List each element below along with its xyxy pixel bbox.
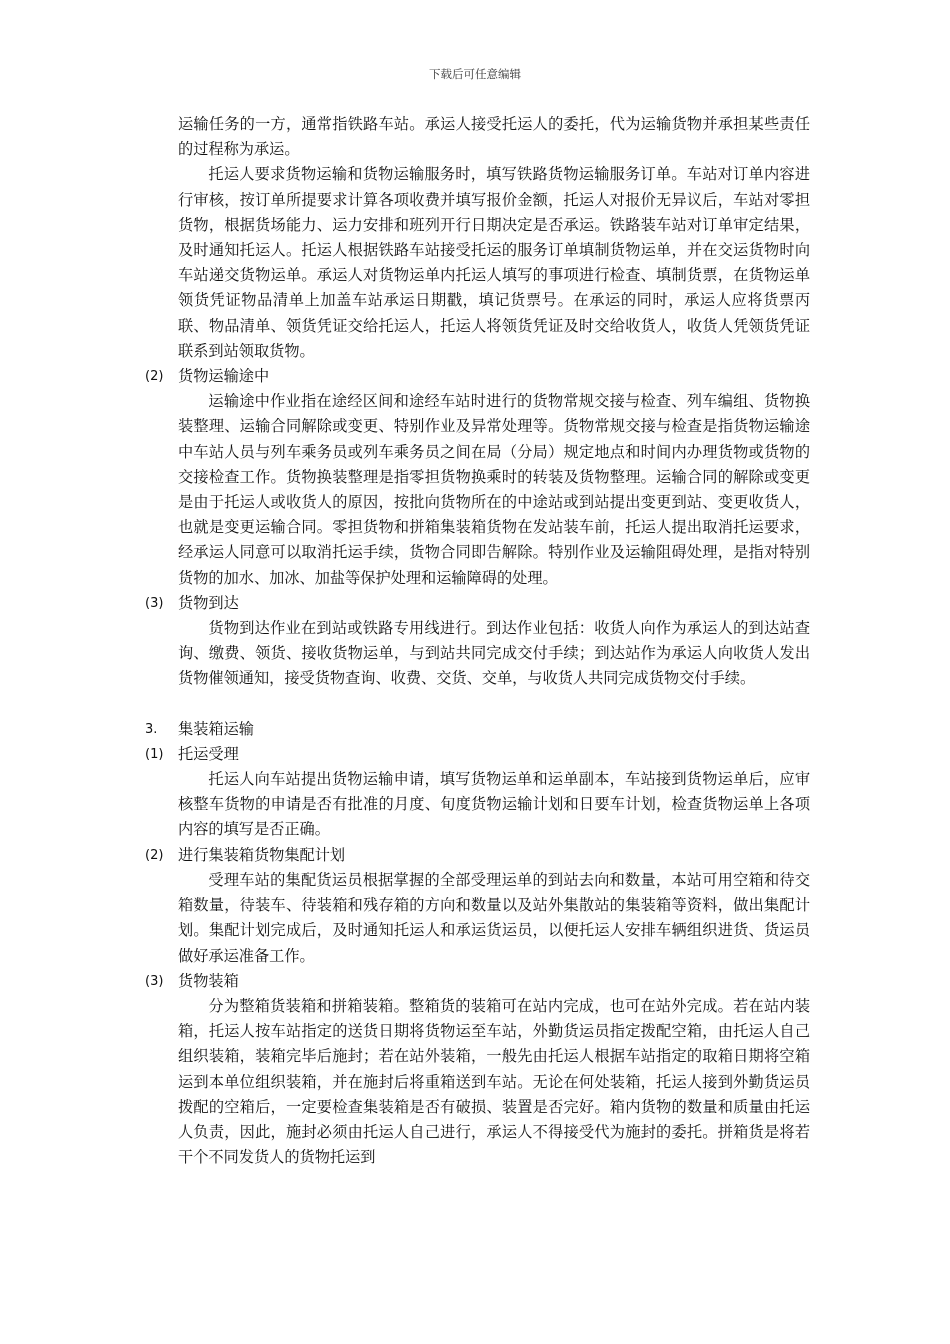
heading-text: 货物到达 [178,593,239,612]
heading-number: (3) [145,973,164,989]
paragraph: 运输途中作业指在途经区间和途经车站时进行的货物常规交接与检查、列车编组、货物换装整理、运输合同解除或变更、特别作业及异常处理等。货物常规交接与检查是指货物运输途中车站人员与列车乘务员或列车乘务员之间在局（分局）规定地点和时间内办理货物或货物的交接检查工作。货物换装整理是指零担货物换乘时的转装及货物整理。运输合同的解除或变更是由于托运人或收货人的原因，按批向货物所在的中途站或到站提出变更到站、变更收货人，也就是变更运输合同。零担货物和拼箱集装箱货物在发站装车前，托运人提出取消托运要求，经承运人同意可以取消托运手续，货物合同即告解除。特别作业及运输阻碍处理，是指对特别货物的加水、加冰、加盐等保护处理和运输障碍的处理。 [178,392,810,587]
section-heading [145,843,810,868]
blank-line [178,692,810,717]
section-heading [145,969,810,994]
paragraph: 分为整箱货装箱和拼箱装箱。整箱货的装箱可在站内完成，也可在站外完成。若在站内装箱，托运人按车站指定的送货日期将货物运至车站，外勤货运员指定拨配空箱，由托运人自己组织装箱，装箱完毕后施封；若在站外装箱，一般先由托运人根据车站指定的取箱日期将空箱运到本单位组织装箱，并在施封后将重箱送到车站。无论在何处装箱，托运人接到外勤货运员拨配的空箱后，一定要检查集装箱是否有破损、装置是否完好。箱内货物的数量和质量由托运人负责，因此，施封必须由托运人自己进行，承运人不得接受代为施封的委托。拼箱货是将若干个不同发货人的货物托运到 [178,996,810,1167]
heading-number: (2) [145,847,164,863]
paragraph: 货物到达作业在到站或铁路专用线进行。到达作业包括：收货人向作为承运人的到达站查询、缴费、领货、接收货物运单，与到站共同完成交付手续；到达站作为承运人向收货人发出货物催领通知，接受货物查询、收费、交货、交单，与收货人共同完成货物交付手续。 [178,619,810,688]
heading-text: 货物装箱 [178,971,239,990]
section-heading [145,742,810,767]
paragraph: 托运人要求货物运输和货物运输服务时，填写铁路货物运输服务订单。车站对订单内容进行审核，按订单所提要求计算各项收费并填写报价金额，托运人对报价无异议后，车站对零担货物，根据货场能力、运力安排和班列开行日期决定是否承运。铁路装车站对订单审定结果，及时通知托运人。托运人根据铁路车站接受托运的服务订单填制货物运单，并在交运货物时向车站递交货物运单。承运人对货物运单内托运人填写的事项进行检查、填制货票，在货物运单领货凭证物品清单上加盖车站承运日期戳，填记货票号。在承运的同时，承运人应将货票丙联、物品清单、领货凭证交给托运人，托运人将领货凭证及时交给收货人，收货人凭领货凭证联系到站领取货物。 [178,165,810,360]
heading-text: 集装箱运输 [178,719,254,738]
page-header: 下载后可任意编辑 [429,67,521,81]
section-heading [145,717,810,742]
paragraph: 运输任务的一方，通常指铁路车站。承运人接受托运人的委托，代为运输货物并承担某些责任的过程称为承运。 [178,115,810,159]
paragraph: 托运人向车站提出货物运输申请，填写货物运单和运单副本，车站接到货物运单后，应审核整车货物的申请是否有批准的月度、旬度货物运输计划和日要车计划，检查货物运单上各项内容的填写是否正确。 [178,770,810,839]
section-heading [145,591,810,616]
document-body [145,112,810,1170]
heading-number: (1) [145,746,164,762]
heading-text: 托运受理 [178,744,239,763]
paragraph: 受理车站的集配货运员根据掌握的全部受理运单的到站去向和数量，本站可用空箱和待交箱数量，待装车、待装箱和残存箱的方向和数量以及站外集散站的集装箱等资料，做出集配计划。集配计划完成后，及时通知托运人和承运货运员，以便托运人安排车辆组织进货、货运员做好承运准备工作。 [178,870,810,965]
section-heading [145,364,810,389]
heading-text: 货物运输途中 [178,367,270,386]
heading-number: 3. [145,721,158,737]
heading-text: 进行集装箱货物集配计划 [178,845,346,864]
heading-number: (2) [145,369,164,385]
heading-number: (3) [145,595,164,611]
